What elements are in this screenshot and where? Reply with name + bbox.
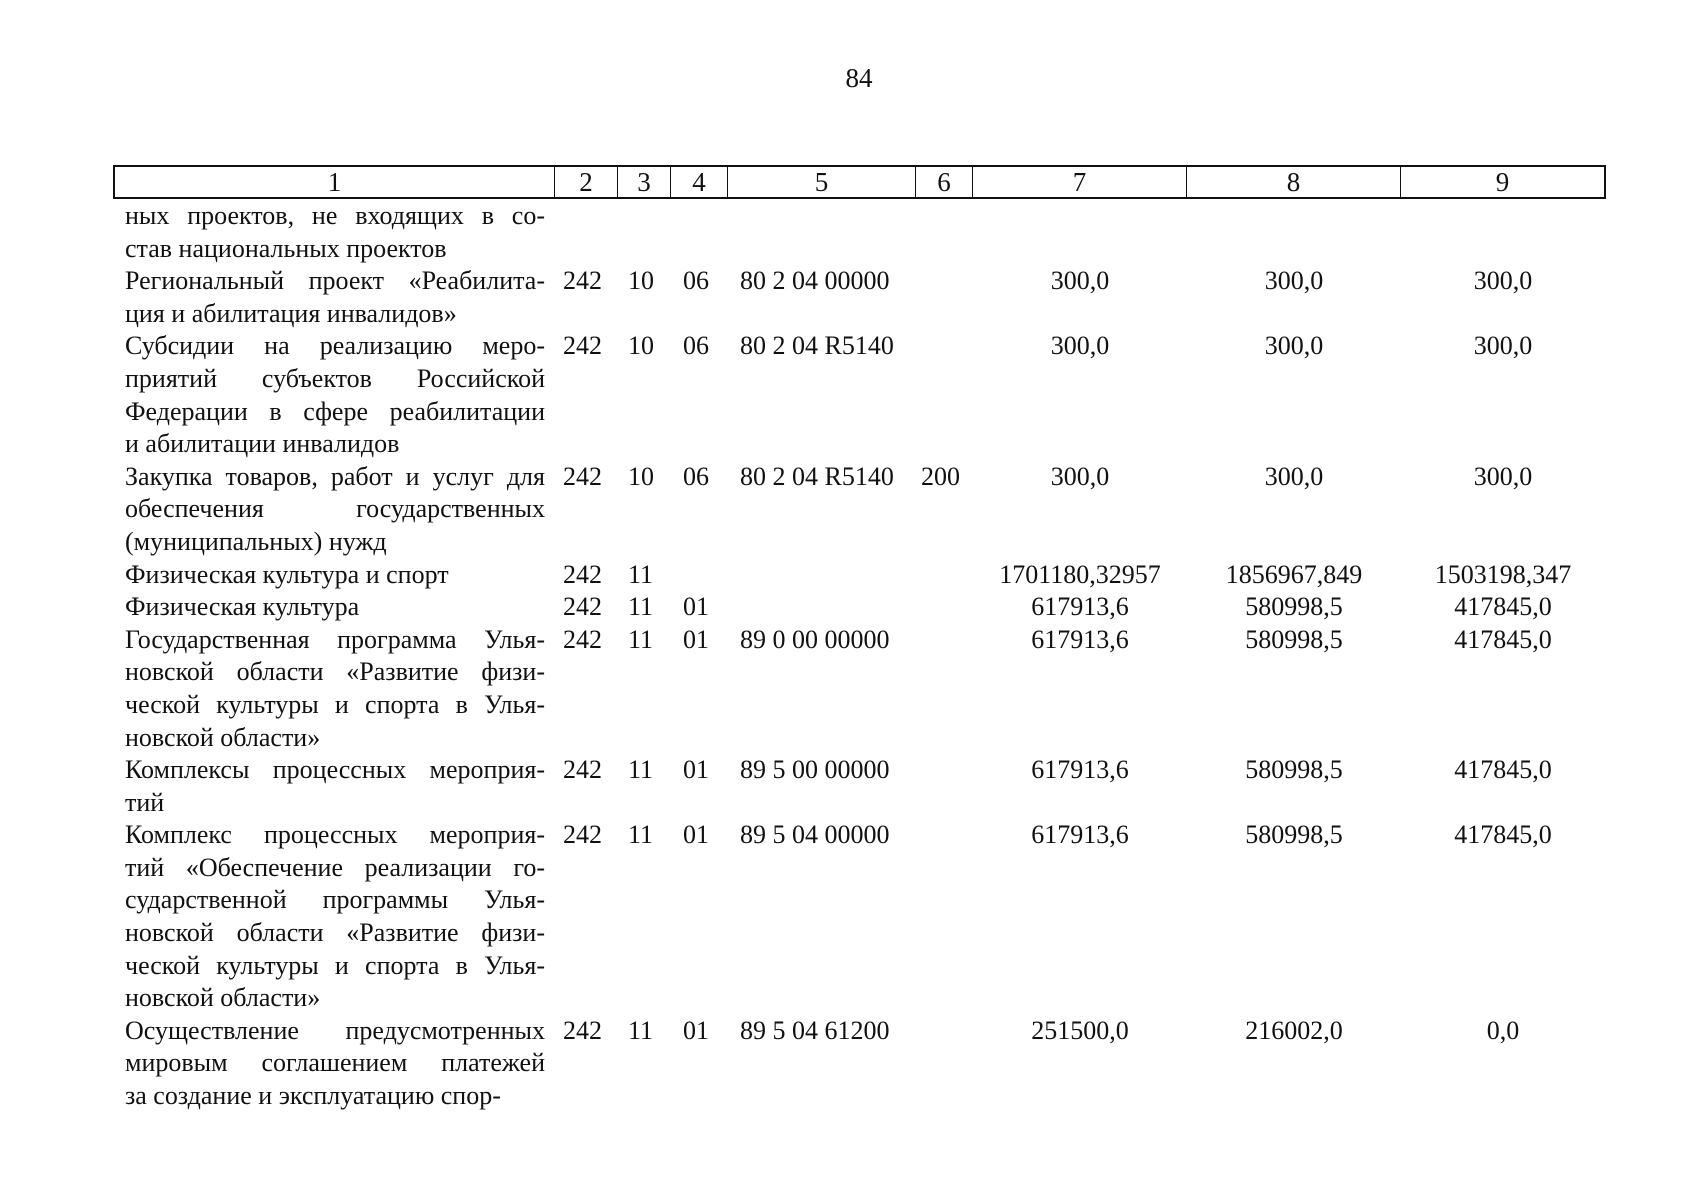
row-name-line: Комплекс процессных мероприя-	[125, 820, 545, 850]
cell-col-4: 06	[683, 331, 709, 361]
row-name-line: ных проектов, не входящих в со-	[125, 201, 545, 230]
row-name-cell	[125, 200, 545, 265]
cell-col-2: 242	[563, 755, 602, 785]
header-cell-3: 3	[618, 167, 671, 197]
table-row	[0, 265, 1696, 330]
cell-col-8: 1856967,849	[1225, 559, 1363, 589]
cell-col-4: 01	[683, 624, 709, 654]
cell-col-8: 300,0	[1264, 331, 1324, 361]
cell-col-5: 80 2 04 R5140	[740, 331, 894, 361]
header-cell-9: 9	[1495, 167, 1510, 197]
row-name-line: Комплексы процессных мероприя-	[125, 755, 545, 785]
header-cell-6: 6	[916, 167, 973, 197]
cell-col-2: 242	[563, 266, 602, 296]
cell-col-3: 11	[628, 1015, 654, 1045]
row-name-line: став национальных проектов	[125, 233, 447, 263]
cell-col-7: 1701180,32957	[999, 559, 1161, 589]
cell-col-9: 417845,0	[1454, 755, 1552, 785]
row-name-cell	[125, 624, 545, 754]
row-name-line: тий	[125, 787, 165, 817]
row-name-cell	[125, 591, 545, 624]
cell-col-4: 01	[683, 1015, 709, 1045]
row-name-line: Региональный проект «Реабилита-	[125, 266, 545, 296]
cell-col-2: 242	[563, 1015, 602, 1045]
cell-col-7: 617913,6	[1031, 592, 1129, 622]
cell-col-5: 80 2 04 00000	[740, 266, 890, 296]
cell-col-9: 300,0	[1473, 331, 1533, 361]
cell-col-2: 242	[563, 461, 602, 491]
cell-col-9: 0,0	[1486, 1015, 1520, 1045]
row-name-cell	[125, 819, 545, 1015]
table-row	[0, 1015, 1696, 1113]
cell-col-8: 300,0	[1264, 266, 1324, 296]
row-name-cell	[125, 265, 545, 330]
cell-col-3: 11	[628, 624, 654, 654]
table-row	[0, 461, 1696, 559]
cell-col-2: 242	[563, 559, 602, 589]
row-name-line: новской области «Развитие физи-	[125, 918, 545, 948]
cell-col-2: 242	[563, 331, 602, 361]
row-name-line: новской области»	[125, 722, 321, 752]
table-header-row	[113, 165, 1606, 199]
cell-col-5: 89 0 00 00000	[740, 624, 890, 654]
cell-col-5: 89 5 00 00000	[740, 755, 890, 785]
cell-col-9: 417845,0	[1454, 820, 1552, 850]
cell-col-7: 300,0	[1050, 266, 1110, 296]
row-name-line: тий «Обеспечение реализации го-	[125, 852, 545, 882]
row-name-line: Осуществление предусмотренных	[125, 1015, 545, 1045]
row-name-line: и абилитации инвалидов	[125, 429, 400, 459]
cell-col-6: 200	[921, 461, 960, 491]
table-row	[0, 819, 1696, 1015]
cell-col-9: 417845,0	[1454, 624, 1552, 654]
cell-col-3: 10	[628, 331, 654, 361]
table-row	[0, 330, 1696, 460]
row-name-cell	[125, 1015, 545, 1113]
cell-col-7: 300,0	[1050, 331, 1110, 361]
cell-col-8: 580998,5	[1245, 592, 1343, 622]
cell-col-2: 242	[563, 624, 602, 654]
row-name-line: Субсидии на реализацию меро-	[125, 331, 545, 361]
cell-col-7: 617913,6	[1031, 755, 1129, 785]
cell-col-4: 01	[683, 820, 709, 850]
cell-col-3: 11	[628, 592, 654, 622]
row-name-line: новской области «Развитие физи-	[125, 657, 545, 687]
row-name-line: ческой культуры и спорта в Улья-	[125, 950, 545, 980]
cell-col-8: 580998,5	[1245, 820, 1343, 850]
cell-col-4: 01	[683, 592, 709, 622]
row-name-line: Федерации в сфере реабилитации	[125, 396, 545, 426]
cell-col-2: 242	[563, 592, 602, 622]
cell-col-9: 1503198,347	[1434, 559, 1572, 589]
row-name-cell	[125, 754, 545, 819]
row-name-cell	[125, 330, 545, 460]
row-name-line: Физическая культура и спорт	[125, 559, 449, 589]
row-name-cell	[125, 461, 545, 559]
cell-col-9: 417845,0	[1454, 592, 1552, 622]
cell-col-2: 242	[563, 820, 602, 850]
row-name-line: за создание и эксплуатацию спор-	[125, 1081, 501, 1111]
table-body	[0, 200, 1696, 1113]
row-name-line: Государственная программа Улья-	[125, 624, 545, 654]
cell-col-3: 10	[628, 266, 654, 296]
row-name-line: сударственной программы Улья-	[125, 885, 545, 915]
row-name-line: обеспечения государственных	[125, 494, 545, 524]
cell-col-7: 300,0	[1050, 461, 1110, 491]
cell-col-7: 251500,0	[1031, 1015, 1129, 1045]
cell-col-7: 617913,6	[1031, 624, 1129, 654]
cell-col-8: 216002,0	[1245, 1015, 1343, 1045]
header-cell-7: 7	[973, 167, 1187, 197]
cell-col-9: 300,0	[1473, 266, 1533, 296]
table-row	[0, 559, 1696, 592]
table-row	[0, 754, 1696, 819]
cell-col-8: 300,0	[1264, 461, 1324, 491]
row-name-line: новской области»	[125, 983, 321, 1013]
header-cell-8: 8	[1187, 167, 1401, 197]
cell-col-3: 11	[628, 820, 654, 850]
header-cell-5: 5	[728, 167, 916, 197]
row-name-line: (муниципальных) нужд	[125, 526, 387, 556]
table-row	[0, 200, 1696, 265]
row-name-line: приятий субъектов Российской	[125, 363, 545, 393]
cell-col-3: 11	[628, 755, 654, 785]
row-name-line: Закупка товаров, работ и услуг для	[125, 461, 545, 491]
cell-col-5: 89 5 04 00000	[740, 820, 890, 850]
cell-col-4: 06	[683, 461, 709, 491]
header-cell-1: 1	[115, 167, 555, 197]
table-row	[0, 624, 1696, 754]
cell-col-4: 01	[683, 755, 709, 785]
cell-col-7: 617913,6	[1031, 820, 1129, 850]
cell-col-3: 10	[628, 461, 654, 491]
header-cell-4: 4	[671, 167, 728, 197]
cell-col-8: 580998,5	[1245, 755, 1343, 785]
row-name-line: мировым соглашением платежей	[125, 1048, 545, 1078]
header-cell-2: 2	[555, 167, 618, 197]
cell-col-9: 300,0	[1473, 461, 1533, 491]
table-row	[0, 591, 1696, 624]
cell-col-5: 89 5 04 61200	[740, 1015, 890, 1045]
row-name-line: Физическая культура	[125, 592, 360, 622]
row-name-line: ция и абилитация инвалидов»	[125, 298, 457, 328]
cell-col-4: 06	[683, 266, 709, 296]
cell-col-5: 80 2 04 R5140	[740, 461, 894, 491]
row-name-cell	[125, 559, 545, 592]
cell-col-3: 11	[628, 559, 654, 589]
page-number: 84	[845, 63, 873, 93]
cell-col-8: 580998,5	[1245, 624, 1343, 654]
row-name-line: ческой культуры и спорта в Улья-	[125, 689, 545, 719]
